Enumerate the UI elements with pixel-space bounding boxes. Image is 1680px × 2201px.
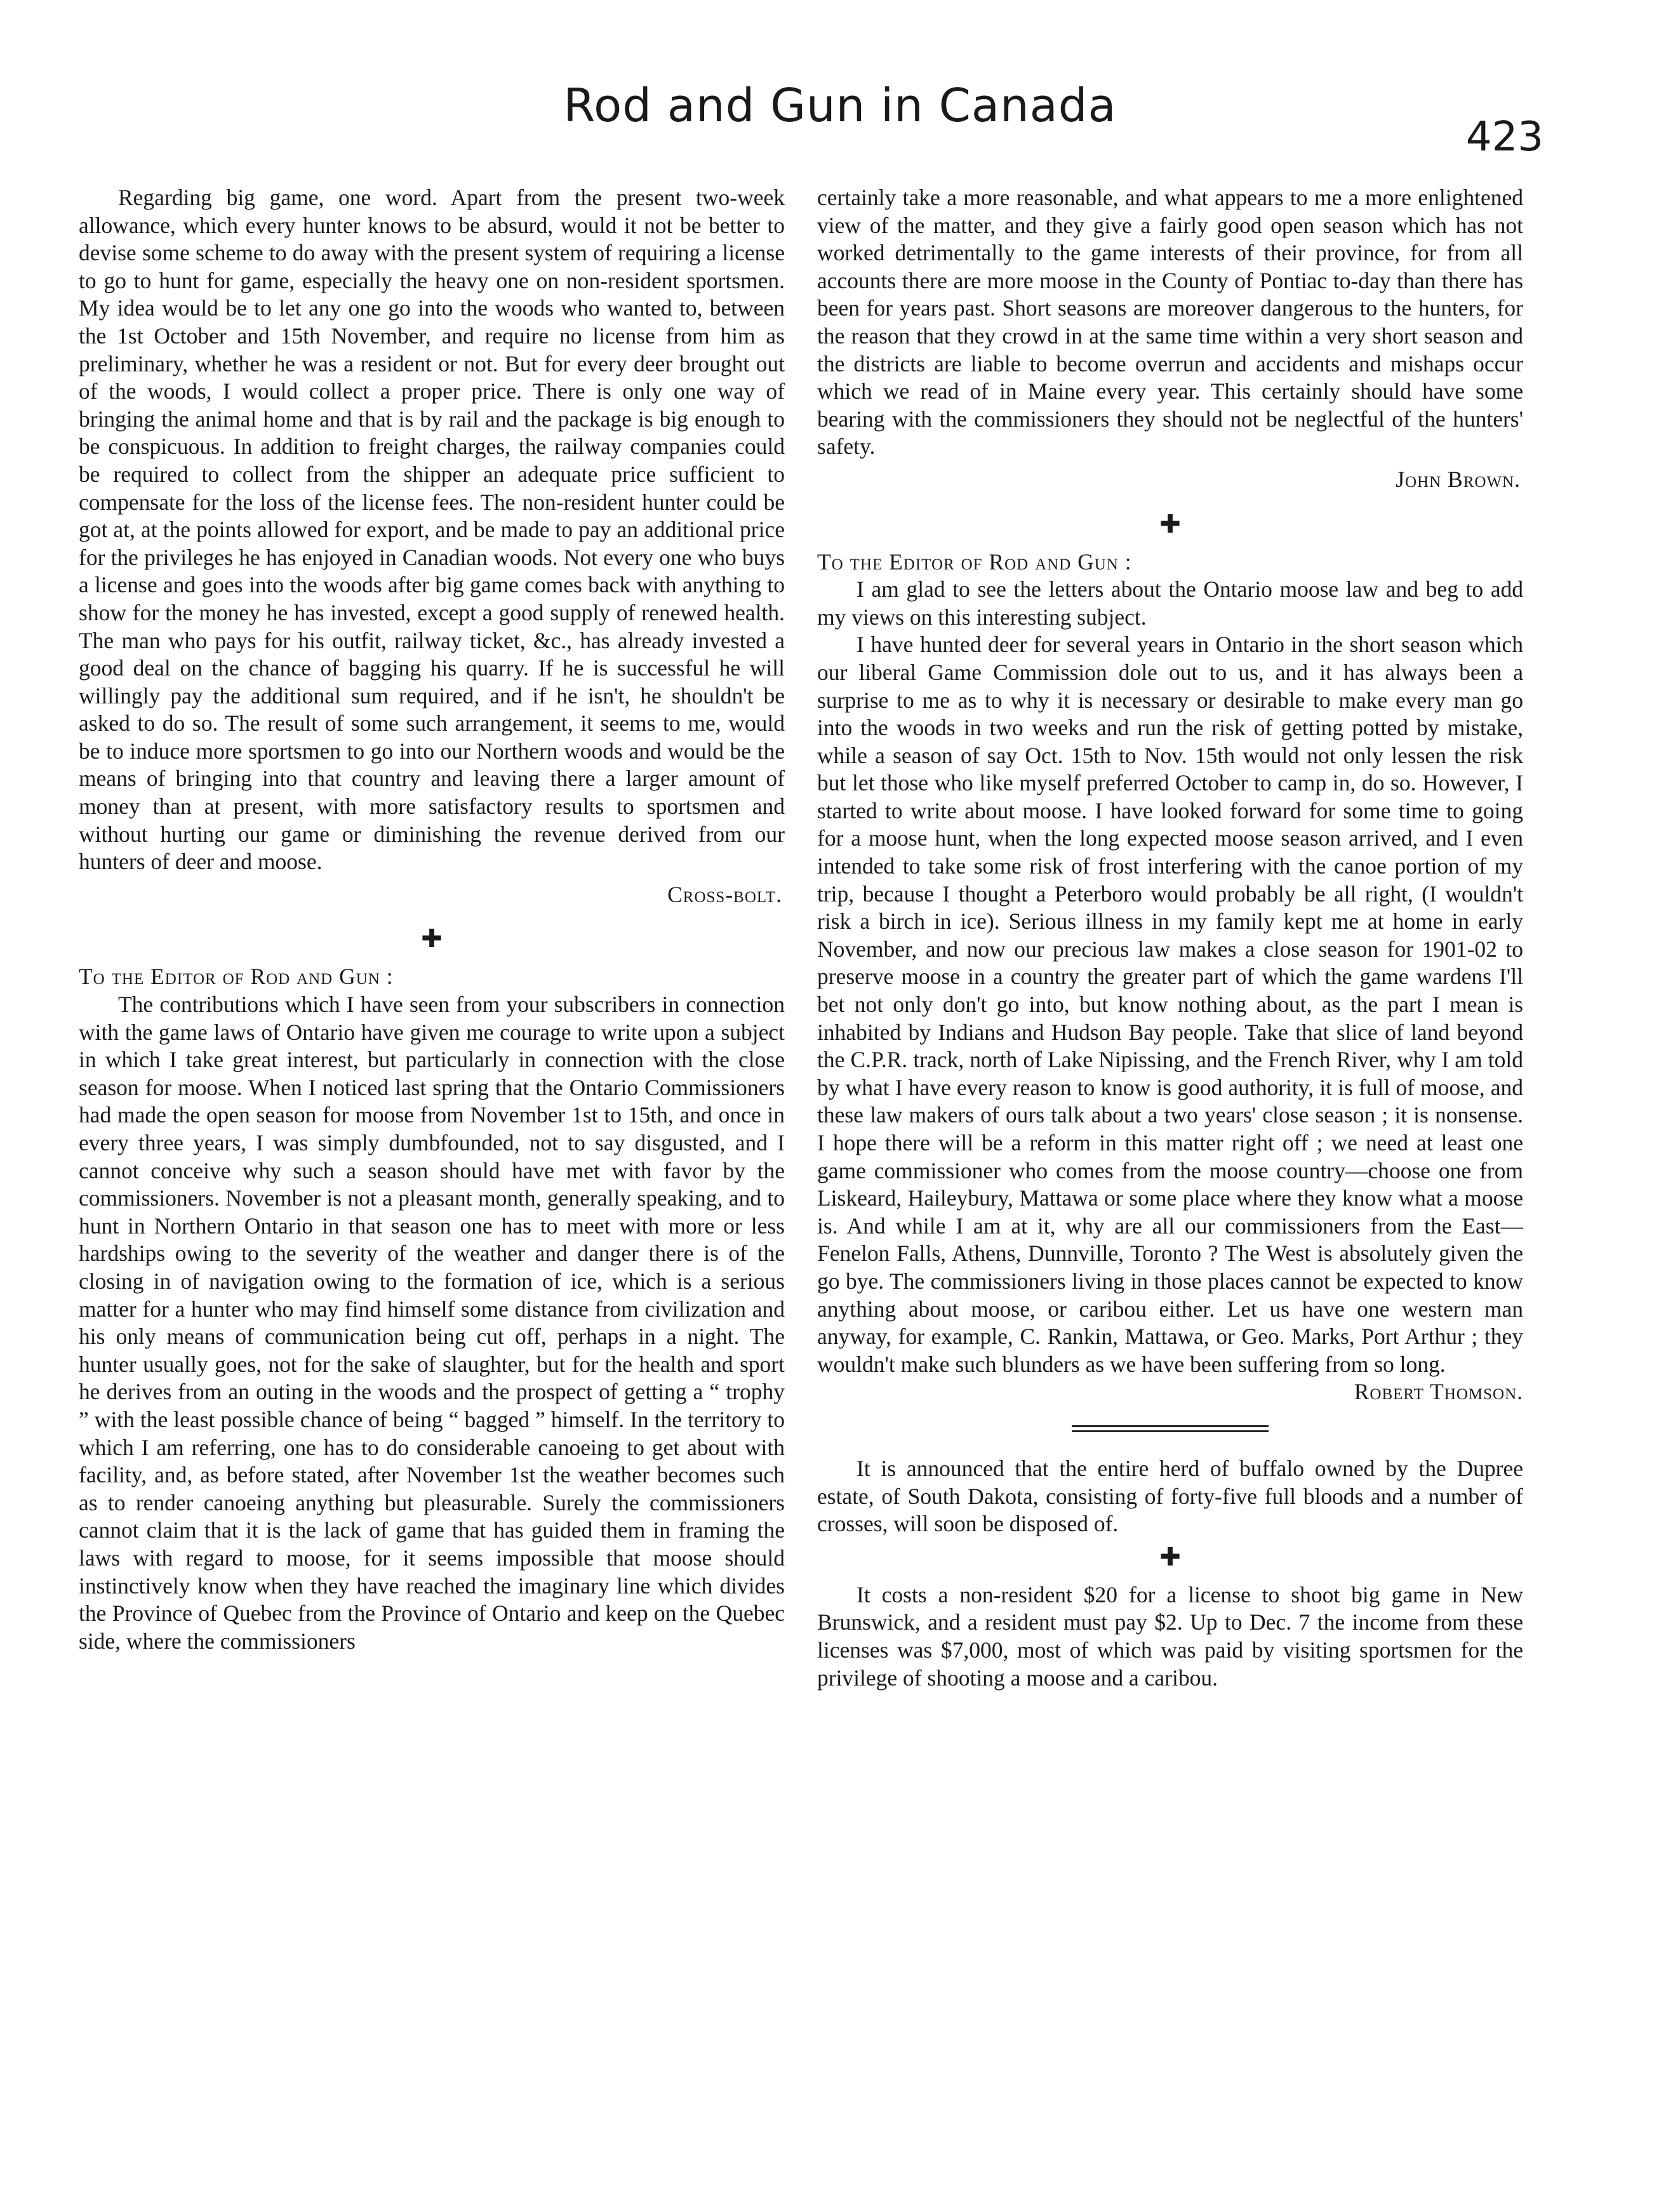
letter-paragraph: The contributions which I have seen from your subscribers in connection with the game laws of Ontario have given me courage to write upon a subject in which I take great interest, but particularly in connection with the close season for moose. When I noticed last spring that the Ontario Commissioners had made the open season for moose from November 1st to 15th, and once in every three years, I was simply dumbfounded, not to say disgusted, and I cannot conceive why such a season should have met with favor by the commissioners. November is not a pleasant month, generally speaking, and to hunt in Northern Ontario in that season one has to meet with more or less hardships owing to the severity of the weather and danger there is of the closing in of navigation owing to the formation of ice, which is a serious matter for a hunter who may find himself some distance from civilization and his only means of communication being cut off, perhaps in a night. The hunter usually goes, not for the sake of slaughter, but for the health and sport he derives from an outing in the woods and the prospect of getting a “ trophy ” with the least possible chance of being “ bagged ” himself. In the territory to which I am referring, one has to do considerable canoeing to get about with facility, and, as before stated, after November 1st the weather becomes such as to render canoeing anything but pleasurable. Surely the commissioners cannot claim that it is the lack of game that has guided them in framing the laws with regard to moose, for it seems impossible that moose should instinctively know when they have reached the imaginary line which divides the Province of Quebec from the Province of Ontario and keep on the Quebec side, where the commissioners	[79, 992, 785, 1654]
letter-paragraph	[817, 631, 1523, 1405]
letter-signature: Robert Thomson.	[1354, 1379, 1523, 1405]
letter-paragraph: Regarding big game, one word. Apart from the present two-week allowance, which every hunter knows to be absurd, would it not be better to devise some scheme to do away with the present system of requiring a license to go to hunt for game, especially the heavy one on non-resident sportsmen. My idea would be to let any one go into the woods who wanted to, between the 1st October and 15th November, and require no license from him as preliminary, whether he was a resident or not. But for every deer brought out of the woods, I would collect a proper price. There is only one way of bringing the animal home and that is by rail and the package is big enough to be conspicuous. In addition to freight charges, the railway companies could be required to collect from the shipper an adequate price sufficient to compensate for the loss of the license fees. The non-resident hunter could be got at, at the points allowed for export, and be made to pay an additional price for the privileges he has enjoyed in Canadian woods. Not every one who buys a license and goes into the woods after big game comes back with anything to show for the money he has invested, except a good supply of renewed health. The man who pays for his outfit, railway ticket, &c., has already invested a good deal on the chance of bagging his quarry. If he is successful he will willingly pay the additional sum required, and if he isn't, he shouldn't be asked to do so. The result of some such arrangement, it seems to me, would be to induce more sportsmen to go into our Northern woods and would be the means of bringing into that country and leaving there a larger amount of money than at present, with more satisfactory results to sportsmen and without hurting our game or diminishing the revenue derived from our hunters of deer and moose.	[79, 185, 785, 875]
letter-signature: Cross-bolt.	[667, 881, 782, 907]
cross-ornament-icon: ✚	[1159, 1542, 1181, 1571]
news-item: It is announced that the entire herd of buffalo owned by the Dupree estate, of South Dakota, consisting of forty-five full bloods and a number of crosses, will soon be disposed of.	[817, 1455, 1523, 1537]
letter-signature: John Brown.	[1396, 466, 1521, 492]
news-item: It costs a non-resident $20 for a license to shoot big game in New Brunswick, and a resident must pay $2. Up to Dec. 7 the income from these licenses was $7,000, most of which was paid by visiting sportsmen for the privilege of shooting a moose and a caribou.	[817, 1581, 1523, 1691]
cross-ornament-icon: ✚	[421, 924, 443, 954]
left-column	[79, 184, 785, 1655]
page-header-title: Rod and Gun in Canada	[563, 79, 1117, 132]
right-column	[817, 184, 1523, 1692]
letter-salutation: To the Editor of Rod and Gun :	[79, 964, 394, 990]
section-divider	[1072, 1425, 1269, 1432]
letter-paragraph: certainly take a more reasonable, and what appears to me a more enlightened view of the matter, and they give a fairly good open season which has not worked detrimentally to the game interests of their province, for from all accounts there are more moose in the County of Pontiac to-day than there has been for years past. Short seasons are moreover dangerous to the hunters, for the reason that they crowd in at the same time within a very short season and the districts are liable to become overrun and accidents and mishaps occur which we read of in Maine every year. This certainly should have some bearing with the commissioners they should not be neglectful of the hunters' safety.	[817, 185, 1523, 460]
cross-ornament-icon: ✚	[1159, 509, 1181, 538]
letter-paragraph: I am glad to see the letters about the Ontario moose law and beg to add my views on this interesting subject.	[817, 576, 1523, 630]
letter-text: I have hunted deer for several years in Ontario in the short season which our liberal Game Commission dole out to us, and it has always been a surprise to me as to why it is necessary or desirable to make every man go into the woods in two weeks and run the risk of getting potted by mistake, while a season of say Oct. 15th to Nov. 15th would not only lessen the risk but let those who like myself preferred October to camp in, do so. However, I started to write about moose. I have looked forward for some time to going for a moose hunt, when the long expected moose season arrived, and I even intended to take some risk of frost interfering with the canoe portion of my trip, because I thought a Peterboro would probably be all right, (I wouldn't risk a birch in ice). Serious illness in my family kept me at home in early November, and now our precious law makes a close season for 1901-02 to preserve moose in a country the greater part of which the game wardens I'll bet not only don't go into, but know nothing about, as the part I mean is inhabited by Indians and Hudson Bay people. Take that slice of land beyond the C.P.R. track, north of Lake Nipissing, and the French River, why I am told by what I have every reason to know is good authority, it is full of moose, and these law makers of ours talk about a two years' close season ; it is nonsense. I hope there will be a reform in this matter right off ; we need at least one game commissioner who comes from the moose country—choose one from Liskeard, Haileybury, Mattawa or some place where they know what a moose is. And while I am at it, why are all our commissioners from the East—Fenelon Falls, Athens, Dunnville, Toronto ? The West is absolutely given the go bye. The commissioners living in those places cannot be expected to know anything about moose, or caribou either. Let us have one western man anyway, for example, C. Rankin, Mattawa, or Geo. Marks, Port Arthur ; they wouldn't make such blunders as we have been suffering from so long.	[817, 632, 1523, 1377]
letter-salutation: To the Editor of Rod and Gun :	[817, 549, 1132, 575]
page-number: 423	[1465, 114, 1543, 161]
